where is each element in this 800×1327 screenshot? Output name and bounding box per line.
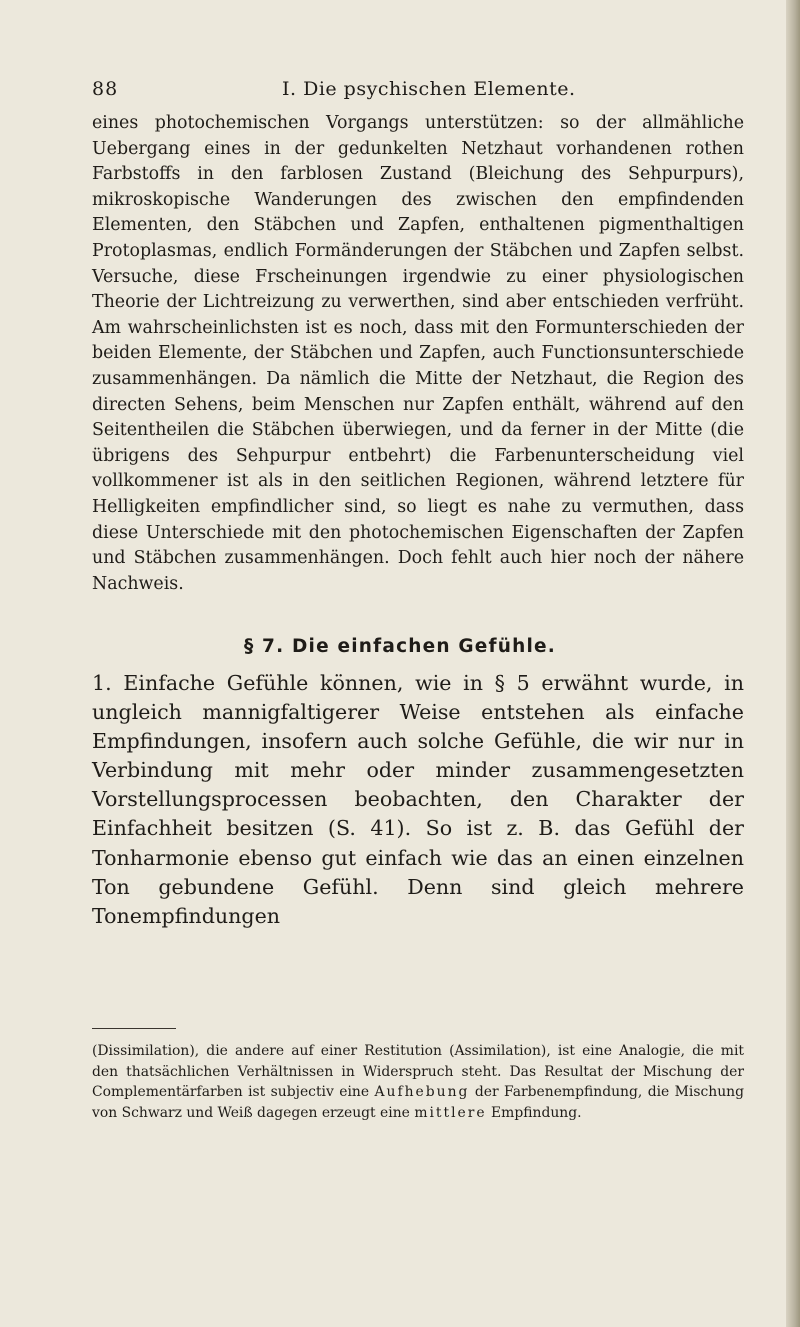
footnote-emphasis-2: mittlere (414, 1104, 487, 1121)
running-head: I. Die psychischen Elemente. (282, 78, 576, 100)
footnote-text-middle: der Farbenempfindung, die Mischung von Schwarz und Weiß dagegen erzeugt eine (92, 1084, 744, 1121)
page-edge-shadow (786, 0, 800, 1327)
page-number: 88 (92, 78, 119, 100)
section-heading: § 7. Die einfachen Gefühle. (243, 636, 557, 657)
footnote-divider (92, 1028, 176, 1029)
footnote-text-after: Empfindung. (486, 1104, 582, 1121)
footnote (92, 1041, 744, 1123)
section-lead-paragraph: 1. Einfache Gefühle können, wie in § 5 erwähnt wurde, in ungleich mannigfaltigerer Weise entstehen als einfache Empfindungen, insofern auch solche Gefühle, die wir nur in Verbindung mit mehr oder minder zusammengesetzten Vorstellungsprocessen beobachten, den Charakter der Einfachheit besitzen (S. 41). So ist z. B. das Gefühl der Tonharmonie ebenso gut einfach wie das an einen einzelnen Ton gebundene Gefühl. Denn sind gleich mehrere Tonempfindungen (92, 671, 744, 928)
footnote-text-before: (Dissimilation), die andere auf einer Restitution (Assimilation), ist eine Analogie, die mit den thatsächlichen Verhältnissen in Widerspruch steht. Das Resultat der Mischung der Complementärfarben ist subjectiv eine (92, 1043, 744, 1101)
page-header (92, 78, 742, 108)
body-paragraph: eines photochemischen Vorgangs unterstützen: so der allmähliche Uebergang eines in der gedunkelten Netzhaut vorhandenen rothen Farbstoffs in den farblosen Zustand (Bleichung des Sehpurpurs), mikroskopische Wanderungen des zwischen den empfindenden Elementen, den Stäbchen und Zapfen, enthaltenen pigmenthaltigen Protoplasmas, endlich Formänderungen der Stäbchen und Zapfen selbst. Versuche, diese Frscheinungen irgendwie zu einer physiologischen Theorie der Lichtreizung zu verwerthen, sind aber entschieden verfrüht. Am wahrscheinlichsten ist es noch, dass mit den Formunterschieden der beiden Elemente, der Stäbchen und Zapfen, auch Functionsunterschiede zusammenhängen. Da nämlich die Mitte der Netzhaut, die Region des directen Sehens, beim Menschen nur Zapfen enthält, während auf den Seitentheilen die Stäbchen überwiegen, und da ferner in der Mitte (die übrigens des Sehpurpur entbehrt) die Farbenunterscheidung viel vollkommener ist als in den seitlichen Regionen, während letztere für Helligkeiten empfindlicher sind, so liegt es nahe zu vermuthen, dass diese Unterschiede mit den photochemischen Eigenschaften der Zapfen und Stäbchen zusammenhängen. Doch fehlt auch hier noch der nähere Nachweis. (92, 113, 744, 594)
footnote-emphasis-1: Aufhebung (374, 1084, 470, 1101)
